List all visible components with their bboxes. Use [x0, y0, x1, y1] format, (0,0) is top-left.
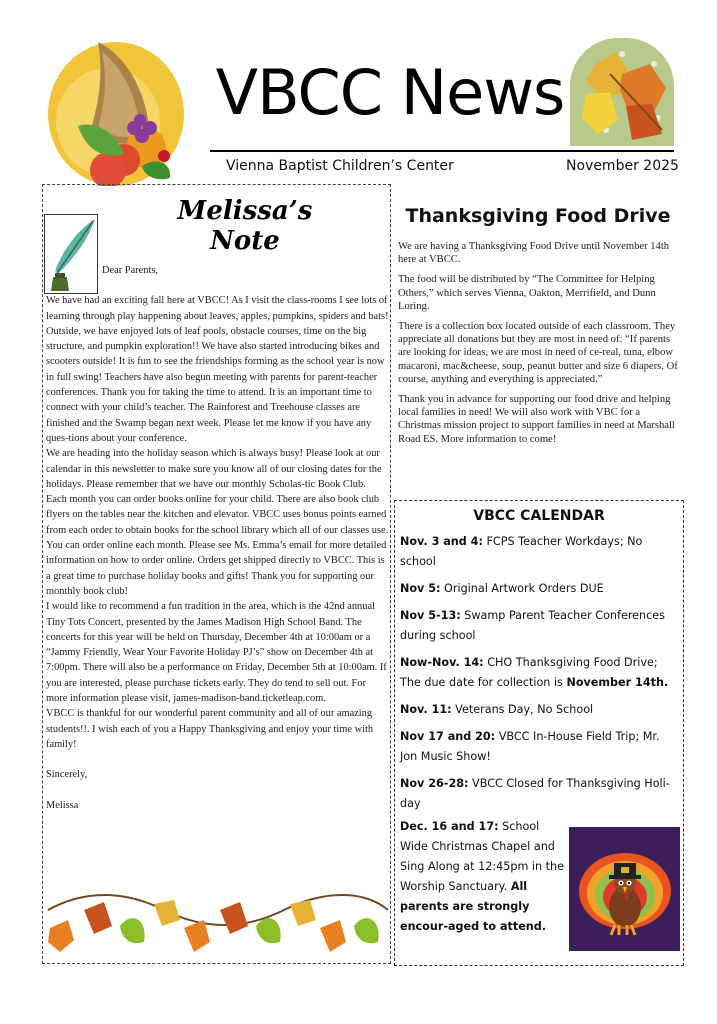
calendar-item-text: FCPS Teacher Workdays; No school — [400, 535, 643, 568]
calendar-item-text: Original Artwork Orders DUE — [440, 582, 604, 595]
calendar-item-date: Dec. 16 and 17: — [400, 820, 499, 833]
note-closing: Sincerely, — [46, 769, 88, 781]
calendar-title: VBCC CALENDAR — [473, 508, 605, 524]
calendar-item-date: Nov. 11: — [400, 703, 452, 716]
calendar-item — [400, 579, 680, 599]
leaf-border-icon — [44, 880, 389, 960]
autumn-leaves-icon — [566, 34, 678, 150]
turkey-pilgrim-icon — [569, 827, 680, 951]
note-greeting: Dear Parents, — [102, 265, 158, 276]
food-drive-paragraph: Thank you in advance for supporting our food drive and helping local families in need! We will also work with VBC for a Christmas mission project to support families in need at Marshall Road ES. More information to come! — [398, 394, 675, 445]
calendar-item-date: Now-Nov. 14: — [400, 656, 484, 669]
calendar-item-date: Nov 5: — [400, 582, 441, 595]
calendar-item-text: School Wide Christmas Chapel and Sing Along at 12:45pm in the Worship Sanctuary. — [400, 820, 565, 893]
note-paragraph: We have had an exciting fall here at VBCC! As I visit the class-rooms I see lots of learning through play happening about leaves, apples, pumpkins, spiders and bats! Outside, we have enjoyed lots of leaf pools, obstacle courses, time on the big structure, and pumpkin exploration!! We have also started introducing bikes and scooters outside! It is fun to see the friendships forming as the school year is now in full swing! Teachers have also begun meeting with parents for parent-teacher conferences. Thank you for taking the time to attend. It is an important time to connect with your child’s teacher. The Rainforest and Treehouse classes are finished and the Swamp began next week. Please let me know if you have any ques-tions about your conference. — [46, 295, 389, 444]
calendar-item-text: CHO Thanksgiving Food Drive; The due date for collection is — [400, 656, 658, 689]
note-paragraph: I would like to recommend a fun tradition in the area, which is the 42nd annual Tiny Tots Concert, presented by the James Madison High School Band. The concerts for this year will be held on Thursday, December 4th at 10:00am or a “Jammy Friendly, Wear Your Favorite Holiday PJ’s” show on December 4th at 7:00pm. There will also be a performance on Friday, December 5th at 10:00am. If you are interested, please purchase tickets early. They do tend to sell out. For more information please visit, james-madison-band.ticketleap.com. — [46, 601, 387, 705]
issue-date: November 2025 — [566, 158, 679, 174]
calendar-item-text: Swamp Parent Teacher Conferences during school — [400, 609, 666, 642]
note-title: Melissa’s Note — [177, 196, 313, 256]
food-drive-title: Thanksgiving Food Drive — [405, 205, 671, 227]
calendar-item — [400, 700, 680, 720]
calendar-item-date: Nov 26-28: — [400, 777, 469, 790]
header-rule — [210, 150, 674, 152]
calendar-item-date: Nov 17 and 20: — [400, 730, 496, 743]
calendar-list — [400, 532, 680, 821]
calendar-item-bold-tail: All parents are strongly encour-aged to attend. — [400, 880, 547, 933]
calendar-item — [400, 727, 680, 767]
food-drive-body — [398, 240, 682, 453]
food-drive-paragraph: We are having a Thanksgiving Food Drive until November 14th here at VBCC. — [398, 241, 670, 266]
calendar-item — [400, 532, 680, 572]
turkey-panel — [569, 827, 680, 951]
calendar-item-date: Nov 5-13: — [400, 609, 461, 622]
note-paragraph: VBCC is thankful for our wonderful parent community and all of our amazing students!!. I wish each of you a Happy Thanksgiving and enjoy your time with family! — [46, 708, 374, 750]
calendar-item-date: Nov. 3 and 4: — [400, 535, 483, 548]
organization-name: Vienna Baptist Children’s Center — [226, 158, 454, 174]
food-drive-paragraph: The food will be distributed by “The Committee for Helping Others,” which serves Vienna, Oakton, Merrifield, and Dunn Loring. — [398, 274, 656, 312]
calendar-item-text: Veterans Day, No School — [451, 703, 594, 716]
calendar-item — [400, 653, 680, 693]
food-drive-paragraph: There is a collection box located outside of each classroom. They appreciate all donations but they are most in need of: “If parents are looking for ideas, we are most in need of ce-real, tuna, elbow macaroni, mac&cheese, soup, peanut butter and size 6 diapers. Of course, anything and everything is appreciated.” — [398, 321, 678, 385]
calendar-item-last — [400, 817, 566, 937]
note-signature: Melissa — [46, 799, 79, 811]
note-body — [46, 263, 389, 813]
calendar-item-bold-tail: November 14th. — [566, 676, 669, 689]
calendar-item-text: VBCC Closed for Thanksgiving Holi-day — [400, 777, 670, 810]
calendar-item — [400, 606, 680, 646]
cornucopia-icon — [38, 36, 188, 186]
note-paragraph: We are heading into the holiday season which is always busy! Please look at our calendar in this newsletter to make sure you know all of our closing dates for the holidays. Please remember that we have our monthly Scholas-tic Book Club. Each month you can order books online for your child. There are also book club flyers on the tables near the kitchen and elevator. VBCC uses bonus points earned from each order to obtain books for the school library which all of our classes use. You can order online each month. Please see Ms. Emma’s email for more detailed information on how to order online. Orders get shipped directly to VBCC. This is a great time to purchase holiday books and gifts! Thank you for supporting our monthly book club! — [46, 448, 389, 597]
calendar-item-text: VBCC In-House Field Trip; Mr. Jon Music Show! — [400, 730, 660, 763]
calendar-item — [400, 774, 680, 814]
newsletter-title: VBCC News — [215, 56, 565, 129]
